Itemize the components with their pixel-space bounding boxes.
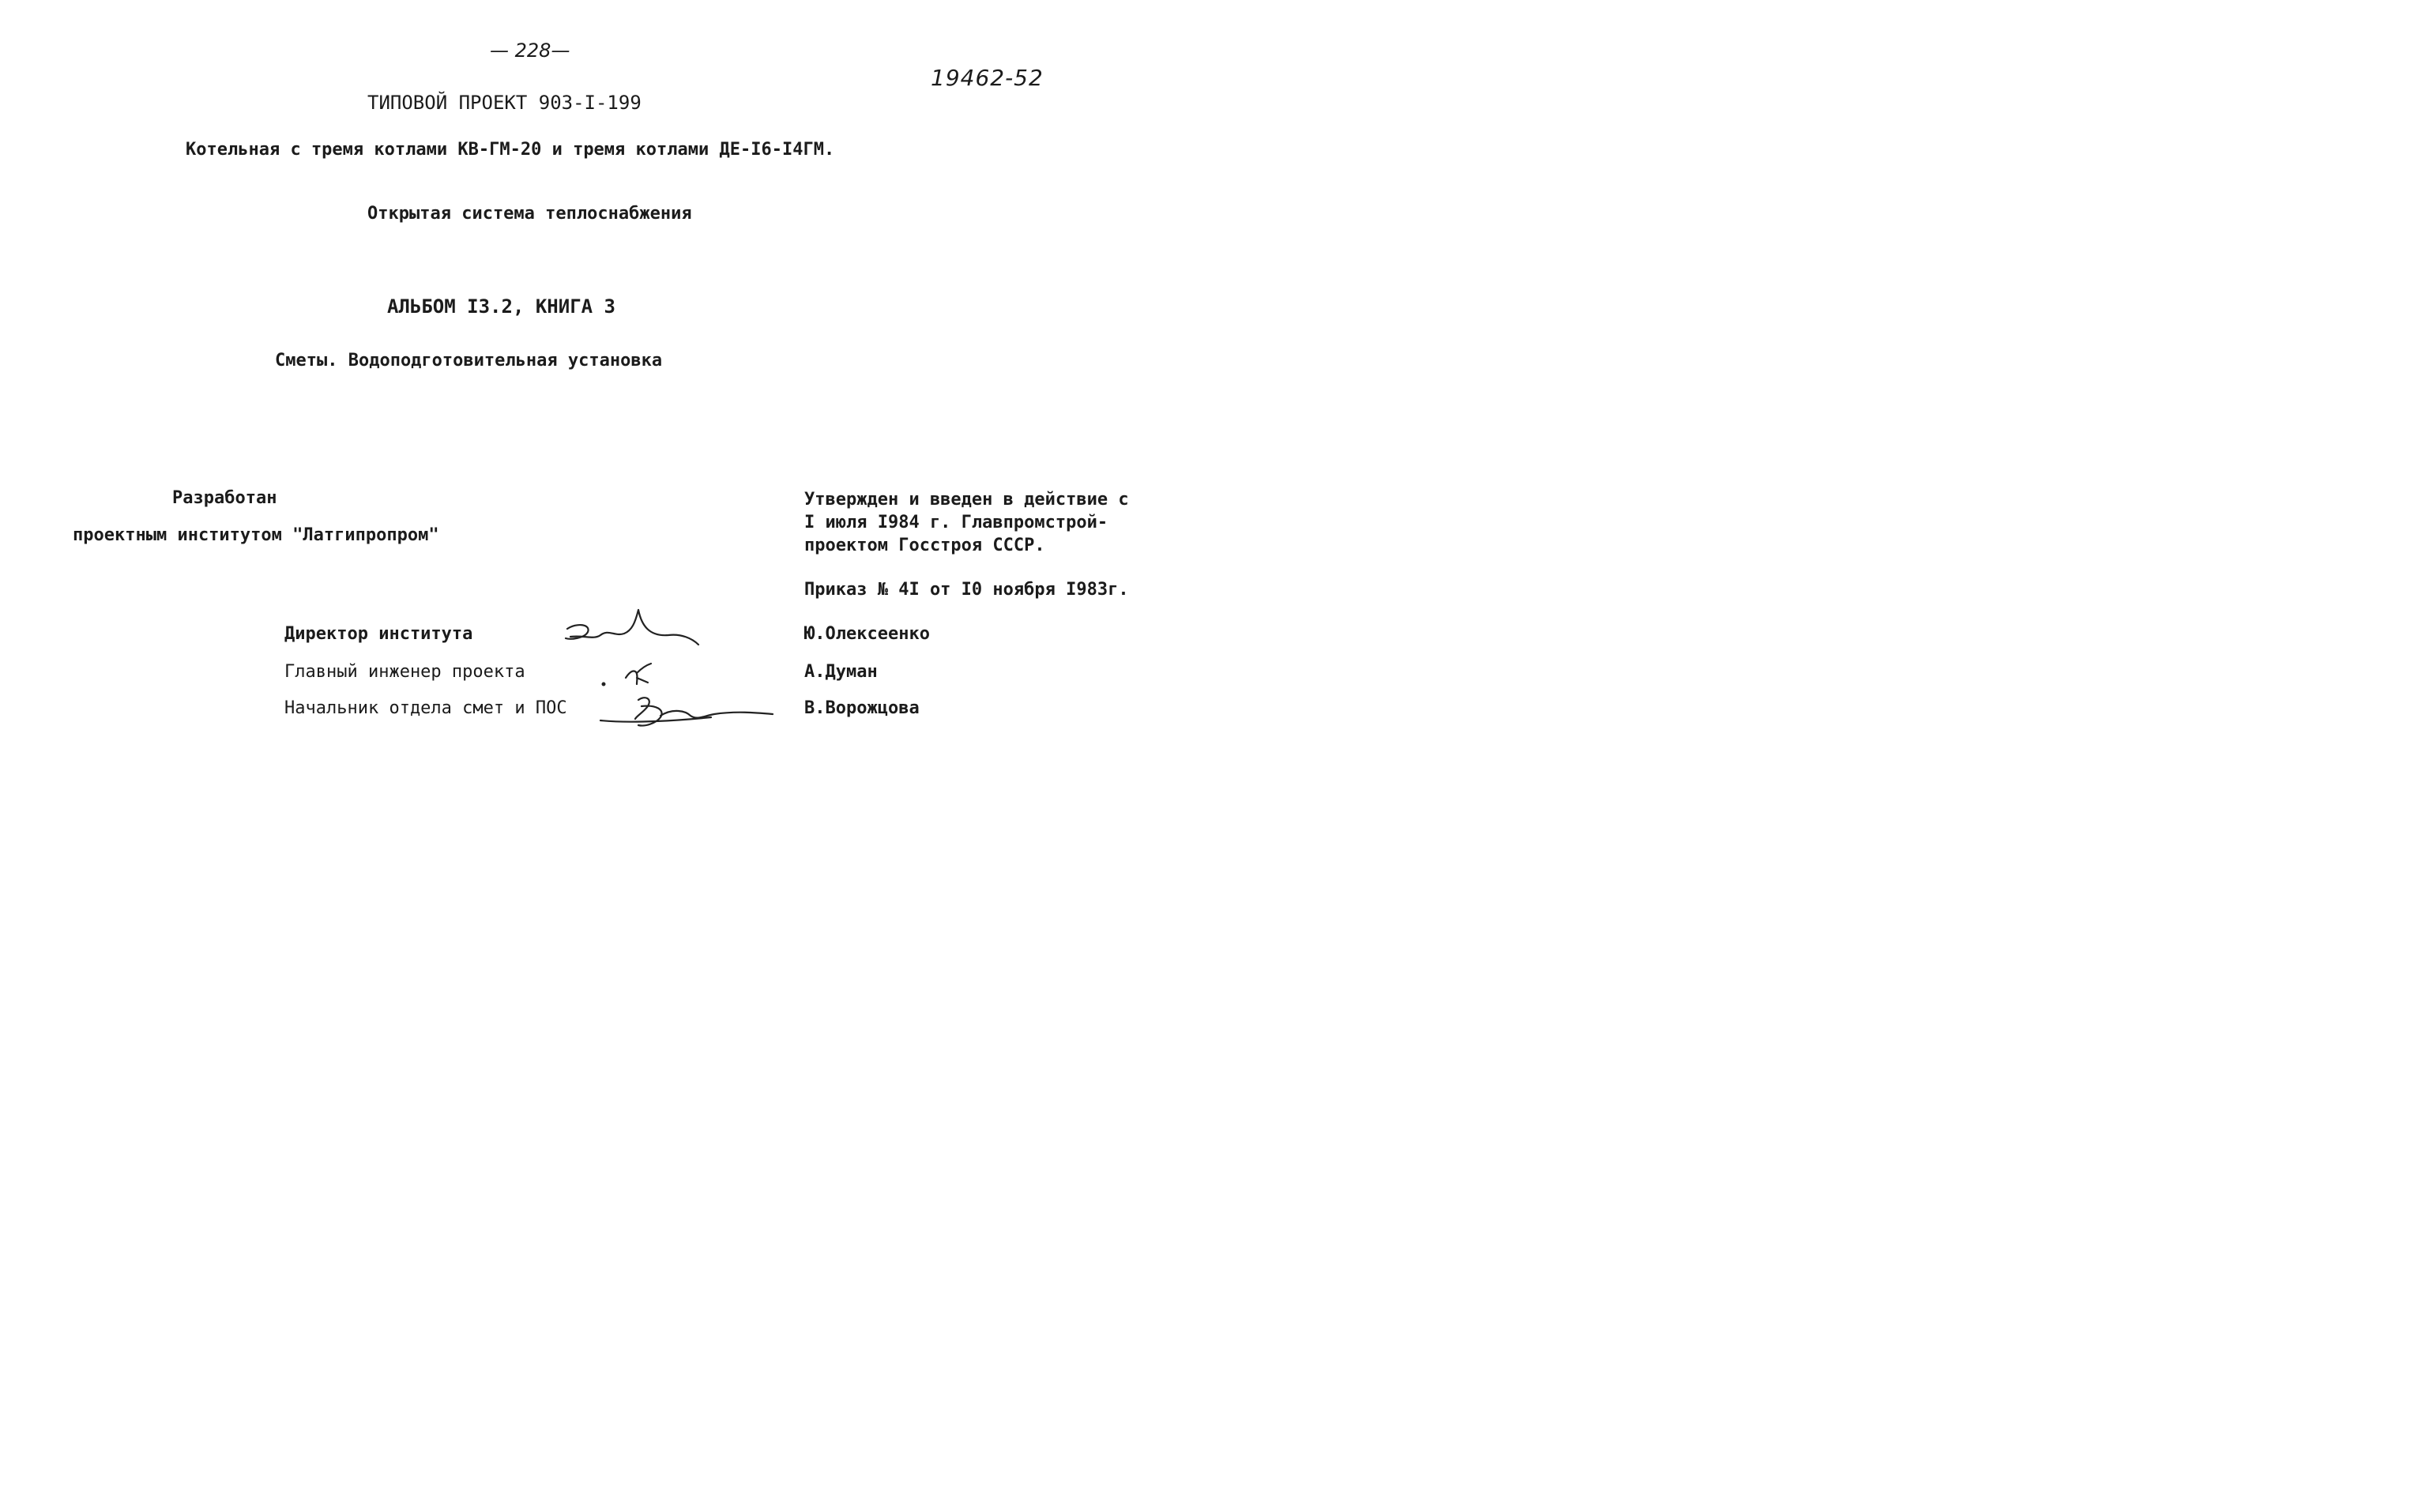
signature-dot (603, 683, 605, 686)
album-title: АЛЬБОМ I3.2, КНИГА 3 (387, 295, 615, 318)
project-title: ТИПОВОЙ ПРОЕКТ 903-I-199 (367, 92, 642, 114)
signatory-title-director: Директор института (284, 624, 473, 644)
order-reference: Приказ № 4I от I0 ноября I983г. (804, 580, 1129, 600)
archive-number: 19462-52 (931, 65, 1044, 91)
approval-line: Утвержден и введен в действие с (804, 490, 1129, 510)
page-number: — 228— (490, 39, 570, 62)
approval-line: проектом Госстроя СССР. (804, 536, 1045, 555)
developed-by-institute: проектным институтом "Латгипропром" (73, 525, 439, 545)
developed-label: Разработан (172, 488, 277, 508)
signatory-title-chief-engineer: Главный инженер проекта (284, 662, 525, 682)
heating-system-name: Открытая система теплоснабжения (367, 204, 692, 224)
signatory-name-estimates-head: В.Ворожцова (804, 698, 920, 718)
album-subtitle: Сметы. Водоподготовительная установка (275, 351, 663, 370)
signature-director (566, 610, 698, 645)
signatures (0, 0, 1221, 778)
approval-line: I июля I984 г. Главпромстрой- (804, 513, 1108, 532)
signature-estimates-head (600, 698, 773, 725)
signatory-name-director: Ю.Олексеенко (804, 624, 930, 644)
signatory-name-chief-engineer: А.Думан (804, 662, 878, 682)
signatory-title-estimates-head: Начальник отдела смет и ПОС (284, 698, 567, 718)
project-subtitle: Котельная с тремя котлами КВ-ГМ-20 и тремя котлами ДЕ-I6-I4ГМ. (186, 140, 835, 160)
signature-chief-engineer (626, 664, 651, 684)
